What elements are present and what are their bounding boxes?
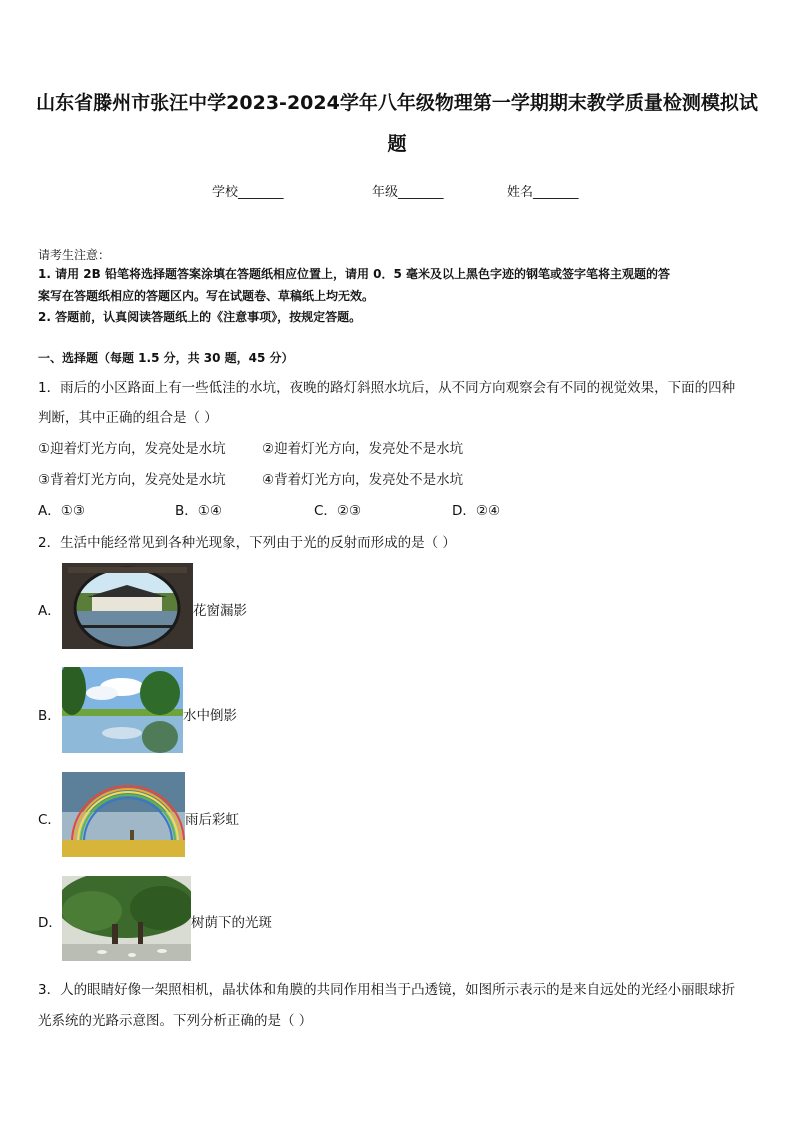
garden-window-image bbox=[62, 563, 193, 649]
q1-stem-line1: 1．雨后的小区路面上有一些低洼的水坑，夜晚的路灯斜照水坑后，从不同方向观察会有不同的视觉效果，下面的四种 bbox=[38, 380, 736, 396]
name-field: 姓名_______ bbox=[507, 185, 579, 200]
q2-option-c-label: C． bbox=[38, 812, 61, 828]
q1-option-b: B．①④ bbox=[175, 503, 222, 519]
q2-option-d-label: D． bbox=[38, 915, 62, 931]
q2-option-b-text: 水中倒影 bbox=[183, 708, 237, 724]
q3-stem-line2: 光系统的光路示意图。下列分析正确的是（ ） bbox=[38, 1013, 313, 1029]
q1-option-d: D．②④ bbox=[452, 503, 501, 519]
notice-heading: 请考生注意： bbox=[38, 248, 111, 262]
q1-option-c: C．②③ bbox=[314, 503, 362, 519]
exam-title-line1: 山东省滕州市张汪中学2023-2024学年八年级物理第一学期期末教学质量检测模拟试 bbox=[36, 92, 758, 114]
q2-stem: 2．生活中能经常见到各种光现象，下列由于光的反射而形成的是（ ） bbox=[38, 535, 456, 551]
q1-option-a: A．①③ bbox=[38, 503, 85, 519]
q1-statement-2: ②迎着灯光方向，发亮处不是水坑 bbox=[262, 441, 464, 457]
notice-item1-line1: 1. 请用 2B 铅笔将选择题答案涂填在答题纸相应位置上，请用 0．5 毫米及以上黑色字迹的钢笔或签字笔将主观题的答 bbox=[38, 267, 670, 281]
school-field: 学校_______ bbox=[212, 185, 284, 200]
q3-stem-line1: 3．人的眼睛好像一架照相机，晶状体和角膜的共同作用相当于凸透镜，如图所示表示的是来自远处的光经小丽眼球折 bbox=[38, 982, 736, 998]
exam-title-line2: 题 bbox=[387, 133, 407, 155]
water-reflection-image bbox=[62, 667, 183, 753]
q2-option-c-text: 雨后彩虹 bbox=[185, 812, 239, 828]
q2-option-d-text: 树荫下的光斑 bbox=[191, 915, 272, 931]
q1-stem-line2: 判断，其中正确的组合是（ ） bbox=[38, 410, 218, 426]
grade-field: 年级_______ bbox=[372, 185, 444, 200]
notice-item2: 2. 答题前，认真阅读答题纸上的《注意事项》，按规定答题。 bbox=[38, 310, 362, 324]
q2-option-b-label: B． bbox=[38, 708, 61, 724]
q1-statement-3: ③背着灯光方向，发亮处是水坑 bbox=[38, 472, 226, 488]
q1-statement-1: ①迎着灯光方向，发亮处是水坑 bbox=[38, 441, 226, 457]
section-heading: 一、选择题（每题 1.5 分，共 30 题，45 分） bbox=[38, 351, 294, 365]
q2-option-a-label: A． bbox=[38, 603, 61, 619]
q2-option-a-text: 花窗漏影 bbox=[193, 603, 247, 619]
q1-statement-4: ④背着灯光方向，发亮处不是水坑 bbox=[262, 472, 464, 488]
rainbow-image bbox=[62, 772, 185, 857]
tree-shade-image bbox=[62, 876, 191, 961]
notice-item1-line2: 案写在答题纸相应的答题区内。写在试题卷、草稿纸上均无效。 bbox=[38, 289, 375, 303]
